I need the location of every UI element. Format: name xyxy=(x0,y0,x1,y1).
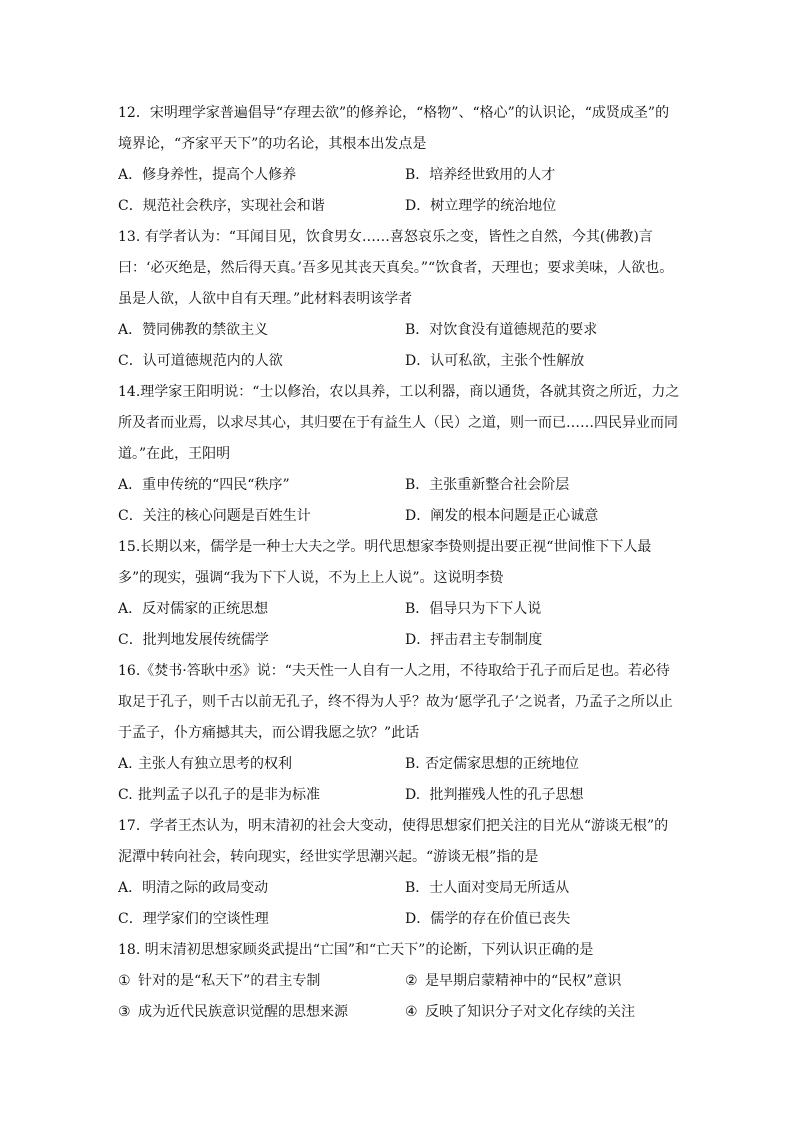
option-text: 儒学的存在价值已丧失 xyxy=(430,911,571,927)
option-label: D． xyxy=(405,508,431,524)
option-label: A. xyxy=(118,756,133,772)
answer-option xyxy=(405,997,680,1028)
option-label: D． xyxy=(405,353,431,369)
option-grid xyxy=(118,749,680,811)
option-text: 抨击君主专制制度 xyxy=(430,632,543,648)
question xyxy=(118,98,680,222)
option-label: B． xyxy=(405,601,430,617)
option-text: 认可私欲，主张个性解放 xyxy=(430,353,585,369)
option-text: 反对儒家的正统思想 xyxy=(142,601,269,617)
question xyxy=(118,811,680,935)
option-text: 否定儒家思想的正统地位 xyxy=(425,756,579,772)
question-stem: 14.理学家王阳明说：“士以修治，农以具养，工以利器，商以通货，各就其资之所近，力之所及者而业焉，以求尽其心，其归要在于有益生人（民）之道，则一而已……四民异业而同道。”在此，王阳明 xyxy=(118,384,680,462)
option-text: 批判摧残人性的孔子思想 xyxy=(425,787,584,803)
answer-option xyxy=(118,501,405,532)
option-text: 阐发的根本问题是正心诚意 xyxy=(430,508,599,524)
answer-option xyxy=(405,346,680,377)
option-text: 对饮食没有道德规范的要求 xyxy=(429,322,598,338)
option-label: A． xyxy=(118,601,143,617)
answer-option xyxy=(405,873,680,904)
answer-option xyxy=(405,315,680,346)
option-grid xyxy=(118,873,680,935)
option-label: C． xyxy=(118,353,143,369)
option-text: 批判地发展传统儒学 xyxy=(142,632,269,648)
answer-option xyxy=(405,749,680,780)
answer-option xyxy=(405,470,680,501)
question-stem: 12．宋明理学家普遍倡导“存理去欲”的修养论，“格物”、“格心”的认识论，“成贤成圣”的境界论，“齐家平天下”的功名论，其根本出发点是 xyxy=(118,105,670,152)
answer-option xyxy=(118,160,405,191)
answer-option xyxy=(405,625,680,656)
question-stem: 18. 明末清初思想家顾炎武提出“亡国”和“亡天下”的论断，下列认识正确的是 xyxy=(118,942,594,958)
question-stem: 15.长期以来，儒学是一种士大夫之学。明代思想家李贽则提出要正视“世间惟下下人最多”的现实，强调“我为下下人说，不为上上人说”。这说明李贽 xyxy=(118,539,652,586)
option-text: 士人面对变局无所适从 xyxy=(429,880,570,896)
question xyxy=(118,532,680,656)
option-label: ① xyxy=(118,973,131,989)
option-text: 反映了知识分子对文化存续的关注 xyxy=(425,1004,635,1020)
option-label: A． xyxy=(118,322,143,338)
answer-option xyxy=(405,191,680,222)
option-grid xyxy=(118,160,680,222)
question-list xyxy=(118,98,680,1028)
option-text: 关注的核心问题是百姓生计 xyxy=(142,508,311,524)
answer-option xyxy=(405,780,680,811)
option-label: D． xyxy=(405,911,431,927)
answer-option xyxy=(118,625,405,656)
option-label: A． xyxy=(118,880,143,896)
option-text: 明清之际的政局变动 xyxy=(142,880,269,896)
option-grid xyxy=(118,594,680,656)
option-label: ③ xyxy=(118,1004,131,1020)
option-label: C． xyxy=(118,198,143,214)
option-text: 规范社会秩序，实现社会和谐 xyxy=(142,198,325,214)
option-label: C． xyxy=(118,508,143,524)
option-text: 修身养性，提高个人修养 xyxy=(142,167,297,183)
answer-option xyxy=(405,904,680,935)
option-label: B. xyxy=(405,756,420,772)
option-text: 重申传统的“四民“秩序” xyxy=(142,477,290,493)
option-text: 主张重新整合社会阶层 xyxy=(429,477,570,493)
answer-option xyxy=(118,191,405,222)
option-text: 针对的是“私天下”的君主专制 xyxy=(138,973,321,989)
answer-option xyxy=(118,315,405,346)
option-grid xyxy=(118,470,680,532)
option-label: ④ xyxy=(405,1004,418,1020)
question-stem: 17．学者王杰认为，明末清初的社会大变动，使得思想家们把关注的目光从“游谈无根”的泥潭中转向社会，转向现实，经世实学思潮兴起。“游谈无根”指的是 xyxy=(118,818,669,865)
option-grid xyxy=(118,315,680,377)
option-label: B． xyxy=(405,167,430,183)
option-text: 主张人有独立思考的权利 xyxy=(138,756,292,772)
answer-option xyxy=(405,501,680,532)
option-label: D． xyxy=(405,198,431,214)
question xyxy=(118,935,680,1028)
answer-option xyxy=(118,997,405,1028)
answer-option xyxy=(118,873,405,904)
option-label: B． xyxy=(405,880,430,896)
option-label: ② xyxy=(405,973,418,989)
option-label: B． xyxy=(405,477,430,493)
answer-option xyxy=(118,346,405,377)
option-label: A． xyxy=(118,167,143,183)
question xyxy=(118,656,680,811)
answer-option xyxy=(118,749,405,780)
option-text: 理学家们的空谈性理 xyxy=(142,911,269,927)
option-label: C． xyxy=(118,632,143,648)
option-text: 批判孟子以孔子的是非为标准 xyxy=(138,787,320,803)
answer-option xyxy=(405,966,680,997)
option-text: 认可道德规范内的人欲 xyxy=(142,353,283,369)
option-grid xyxy=(118,966,680,1028)
option-text: 培养经世致用的人才 xyxy=(429,167,556,183)
answer-option xyxy=(118,470,405,501)
answer-option xyxy=(118,904,405,935)
option-text: 树立理学的统治地位 xyxy=(430,198,557,214)
option-text: 成为近代民族意识觉醒的思想来源 xyxy=(138,1004,348,1020)
answer-option xyxy=(405,594,680,625)
option-label: D． xyxy=(405,632,431,648)
option-label: C． xyxy=(118,911,143,927)
question-stem: 16.《焚书·答耿中丞》说：“夫天性一人自有一人之用，不待取给于孔子而后足也。若必待取足于孔子，则千古以前无孔子，终不得为人乎？故为‘愿学孔子’之说者，乃孟子之所以止于孟子，仆方痛撼其夫，而公谓我愿之欤？”此话 xyxy=(118,663,673,741)
option-text: 是早期启蒙精神中的“民权”意识 xyxy=(425,973,622,989)
answer-option xyxy=(118,780,405,811)
option-text: 倡导只为下下人说 xyxy=(429,601,542,617)
question xyxy=(118,377,680,532)
question xyxy=(118,222,680,377)
option-text: 赞同佛教的禁欲主义 xyxy=(142,322,269,338)
answer-option xyxy=(118,966,405,997)
option-label: D. xyxy=(405,787,421,803)
option-label: B． xyxy=(405,322,430,338)
question-stem: 13. 有学者认为：“耳闻目见，饮食男女……喜怒哀乐之变，皆性之自然，今其(佛教)言曰：‘必灭绝是，然后得天真。’吾多见其丧天真矣。”“饮食者，天理也；要求美味，人欲也。虽是人欲，人欲中自有天理。”此材料表明该学者 xyxy=(118,229,674,307)
answer-option xyxy=(118,594,405,625)
option-label: A． xyxy=(118,477,143,493)
option-label: C. xyxy=(118,787,133,803)
answer-option xyxy=(405,160,680,191)
